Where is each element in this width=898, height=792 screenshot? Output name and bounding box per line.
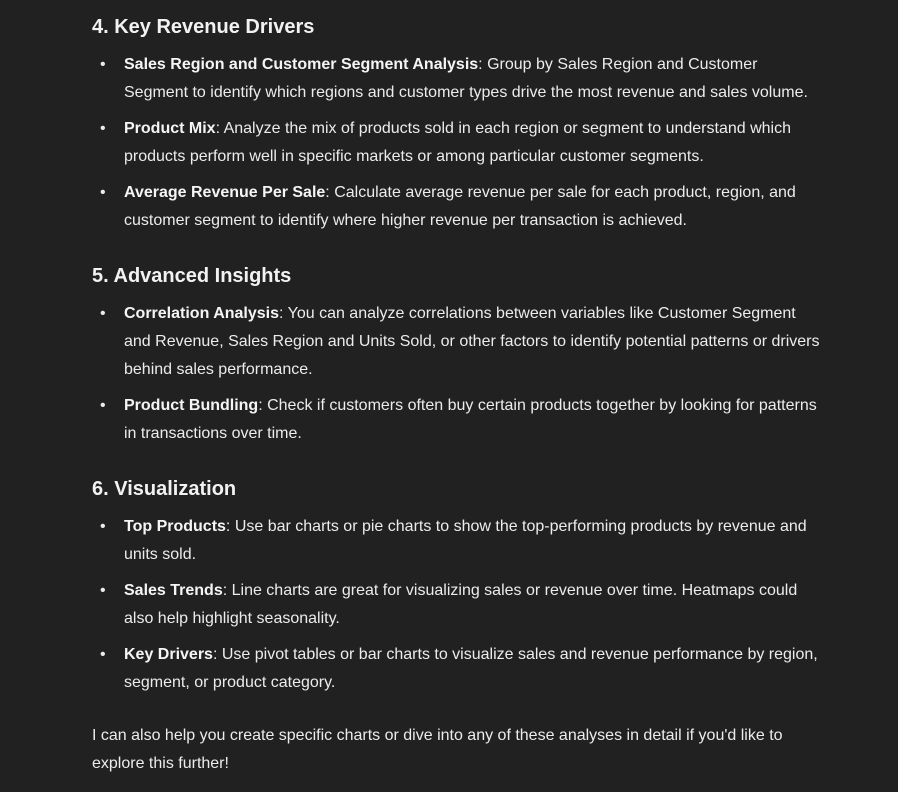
list-item <box>92 179 822 235</box>
bullet-icon: • <box>100 120 106 137</box>
bullet-icon: • <box>100 56 106 73</box>
bullet-icon: • <box>100 305 106 322</box>
list-item <box>92 115 822 171</box>
bullet-list-visualization <box>92 513 822 697</box>
bullet-icon: • <box>100 397 106 414</box>
bullet-icon: • <box>100 582 106 599</box>
list-item <box>92 641 822 697</box>
list-item <box>92 300 822 384</box>
list-item <box>92 577 822 633</box>
item-term: Average Revenue Per Sale <box>124 184 326 201</box>
item-term: Sales Trends <box>124 582 223 599</box>
item-term: Top Products <box>124 518 226 535</box>
item-text: : Line charts are great for visualizing sales or revenue over time. Heatmaps could also help highlight seasonality. <box>124 582 798 627</box>
bullet-icon: • <box>100 646 106 663</box>
item-term: Correlation Analysis <box>124 305 280 322</box>
item-term: Product Mix <box>124 120 216 137</box>
section-heading-visualization: 6. Visualization <box>92 478 237 500</box>
item-text: : Calculate average revenue per sale for each product, region, and customer segment to identify where higher revenue per transaction is achieved. <box>124 184 796 229</box>
item-text: : You can analyze correlations between variables like Customer Segment and Revenue, Sales Region and Units Sold, or other factors to identify potential patterns or drivers behind sales performance. <box>124 305 820 378</box>
bullet-icon: • <box>100 518 106 535</box>
item-term: Product Bundling <box>124 397 259 414</box>
item-text: : Use bar charts or pie charts to show the top-performing products by revenue and units sold. <box>124 518 807 563</box>
item-text: : Use pivot tables or bar charts to visualize sales and revenue performance by region, segment, or product category. <box>124 646 818 691</box>
bullet-list-advanced-insights <box>92 300 822 448</box>
list-item <box>92 392 822 448</box>
bullet-icon: • <box>100 184 106 201</box>
list-item <box>92 51 822 107</box>
item-text: : Analyze the mix of products sold in each region or segment to understand which products perform well in specific markets or among particular customer segments. <box>124 120 791 165</box>
item-text: : Group by Sales Region and Customer Segment to identify which regions and customer types drive the most revenue and sales volume. <box>124 56 808 101</box>
item-text: : Check if customers often buy certain products together by looking for patterns in transactions over time. <box>124 397 817 442</box>
item-term: Sales Region and Customer Segment Analysis <box>124 56 479 73</box>
list-item <box>92 513 822 569</box>
closing-paragraph: I can also help you create specific charts or dive into any of these analyses in detail if you'd like to explore this further! <box>92 727 783 772</box>
item-term: Key Drivers <box>124 646 213 663</box>
section-heading-advanced-insights: 5. Advanced Insights <box>92 265 292 287</box>
bullet-list-key-revenue-drivers <box>92 51 822 235</box>
chat-message-content <box>92 0 822 778</box>
section-heading-key-revenue-drivers: 4. Key Revenue Drivers <box>92 16 315 38</box>
